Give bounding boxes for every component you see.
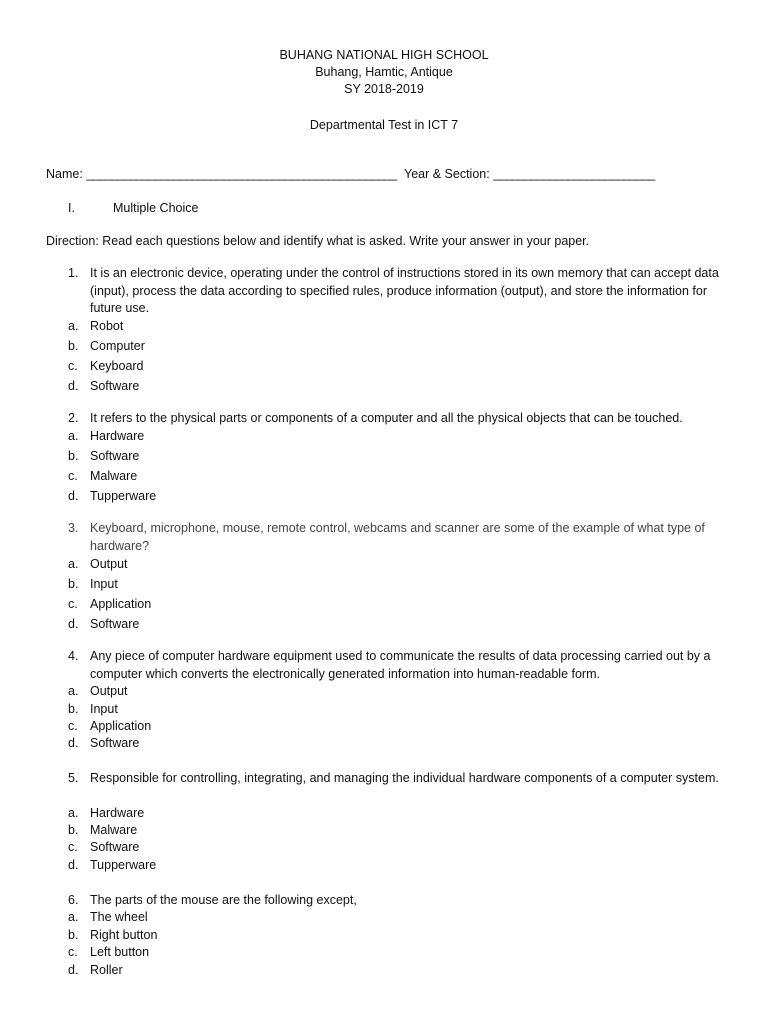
section-number: I. [68, 201, 75, 215]
option-letter: c. [68, 719, 78, 733]
option-letter: c. [68, 840, 78, 854]
option-letter: b. [68, 928, 79, 942]
section-blank: __________________________ [493, 167, 655, 181]
option-letter: d. [68, 736, 79, 750]
option-text: The wheel [90, 910, 148, 924]
option-text: Hardware [90, 429, 145, 443]
question-text: The parts of the mouse are the following except, [90, 893, 357, 907]
option-letter: a. [68, 319, 79, 333]
direction-text: Direction: Read each questions below and identify what is asked. Write your answer in your paper. [46, 234, 590, 248]
option-text: Software [90, 840, 140, 854]
option-text: Tupperware [90, 858, 157, 872]
test-title: Departmental Test in ICT 7 [309, 118, 459, 132]
option-letter: c. [68, 597, 78, 611]
question-number: 4. [68, 649, 79, 663]
school-year: SY 2018-2019 [344, 82, 424, 96]
option-letter: a. [68, 910, 79, 924]
question-text: Responsible for controlling, integrating, and managing the individual hardware components of a computer system. [90, 771, 719, 785]
option-text: Input [90, 577, 118, 591]
option-text: Left button [90, 945, 150, 959]
question-number: 2. [68, 411, 79, 425]
option-letter: b. [68, 449, 79, 463]
option-letter: b. [68, 577, 79, 591]
question-text: It is an electronic device, operating under the control of instructions stored in its own memory that can accept data (input), process the data according to specified rules, produce information (output), and store the information for future use. [90, 266, 719, 315]
option-text: Malware [90, 823, 138, 837]
option-letter: c. [68, 945, 78, 959]
option-letter: d. [68, 379, 79, 393]
option-text: Software [90, 379, 140, 393]
option-letter: c. [68, 469, 78, 483]
option-text: Application [90, 719, 152, 733]
option-letter: c. [68, 359, 78, 373]
option-letter: a. [68, 806, 79, 820]
option-text: Roller [90, 963, 123, 977]
name-blank: __________________________________________________ [86, 167, 397, 181]
option-text: Output [90, 557, 128, 571]
school-address: Buhang, Hamtic, Antique [315, 65, 453, 79]
option-text: Software [90, 617, 140, 631]
section-field-row [404, 166, 654, 182]
name-field-row [46, 166, 396, 182]
option-letter: b. [68, 339, 79, 353]
section-title: Multiple Choice [113, 201, 199, 215]
option-letter: a. [68, 429, 79, 443]
name-label: Name: [46, 167, 83, 181]
option-text: Malware [90, 469, 138, 483]
option-text: Robot [90, 319, 124, 333]
option-text: Hardware [90, 806, 145, 820]
option-text: Application [90, 597, 152, 611]
option-text: Software [90, 449, 140, 463]
school-name: BUHANG NATIONAL HIGH SCHOOL [279, 48, 489, 62]
option-letter: d. [68, 858, 79, 872]
question-number: 3. [68, 521, 79, 535]
option-text: Right button [90, 928, 158, 942]
question-text: Keyboard, microphone, mouse, remote control, webcams and scanner are some of the example of what type of hardware? [90, 521, 705, 553]
option-letter: d. [68, 963, 79, 977]
option-text: Software [90, 736, 140, 750]
option-text: Keyboard [90, 359, 144, 373]
section-label: Year & Section: [404, 167, 490, 181]
option-text: Computer [90, 339, 145, 353]
option-letter: d. [68, 617, 79, 631]
option-text: Input [90, 702, 118, 716]
option-letter: b. [68, 702, 79, 716]
option-letter: b. [68, 823, 79, 837]
option-text: Output [90, 684, 128, 698]
option-letter: a. [68, 557, 79, 571]
question-number: 5. [68, 771, 79, 785]
option-letter: a. [68, 684, 79, 698]
question-text: Any piece of computer hardware equipment used to communicate the results of data processing carried out by a computer which converts the electronically generated information into human-readable form. [90, 649, 711, 681]
option-letter: d. [68, 489, 79, 503]
question-text: It refers to the physical parts or components of a computer and all the physical objects that can be touched. [90, 411, 683, 425]
option-text: Tupperware [90, 489, 157, 503]
question-number: 6. [68, 893, 79, 907]
question-number: 1. [68, 266, 79, 280]
